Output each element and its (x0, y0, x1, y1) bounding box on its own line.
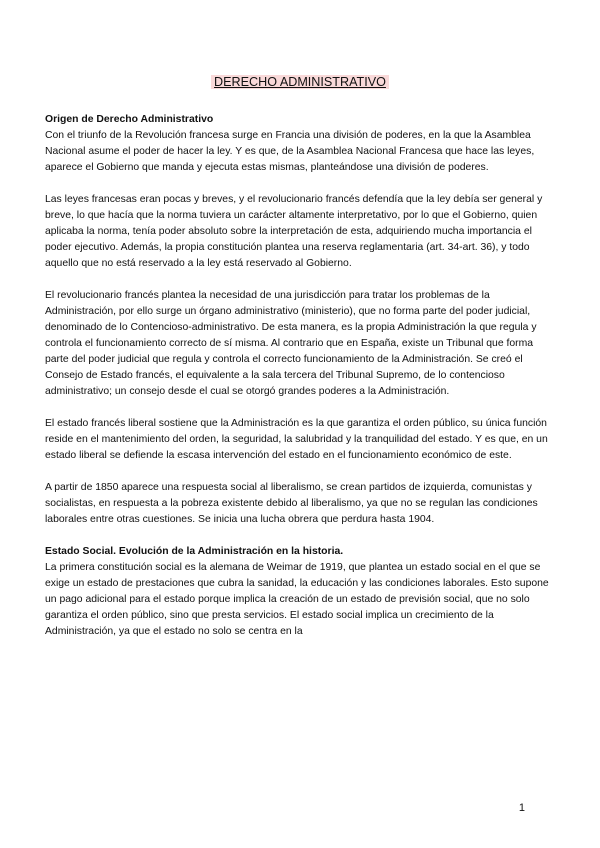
paragraph: El estado francés liberal sostiene que la Administración es la que garantiza el orden público, su única función reside en el mantenimiento del orden, la seguridad, la salubridad y la tranquilidad del estado. Y es que, en un estado liberal se defiende la escasa intervención del estado en el funcionamiento económico de este. (45, 418, 548, 461)
document-title-text: DERECHO ADMINISTRATIVO (211, 75, 389, 89)
paragraph: Las leyes francesas eran pocas y breves, y el revolucionario francés defendía que la ley debía ser general y breve, lo que hacía que la norma tuviera un carácter altamente interpretativo, por lo que el Gobierno, quien aplicaba la norma, tenía poder absoluto sobre la interpretación de esta, adquiriendo mucha importancia el poder ejecutivo. Además, la propia constitución plantea una reserva reglamentaria (art. 34-art. 36), y todo aquello que no está reservado a la ley está reservado al Gobierno. (45, 194, 543, 269)
document-body (45, 112, 555, 656)
paragraph-text: Con el triunfo de la Revolución francesa surge en Francia una división de poderes, en la que la Asamblea Nacional asume el poder de hacer la ley. Y es que, de la Asamblea Nacional Francesa que hace las leyes, aparece el Gobierno que manda y ejecuta estas mismas, planteándose una división de poderes. (45, 130, 535, 173)
paragraph (45, 112, 555, 176)
paragraph (45, 544, 555, 640)
section-heading: Origen de Derecho Administrativo (45, 114, 214, 125)
paragraph: El revolucionario francés plantea la necesidad de una jurisdicción para tratar los problemas de la Administración, por ello surge un órgano administrativo (ministerio), que no forma parte del poder judicial, denominado de lo Contencioso-administrativo. De esta manera, es la propia Administración la que regula y controla el funcionamiento correcto de sí misma. Al contrario que en España, existe un Tribunal que forma parte del poder judicial que regula y controla el correcto funcionamiento de la Administración. Se creó el Consejo de Estado francés, el equivalente a la sala tercera del Tribunal Supremo, de lo contencioso administrativo; un consejo desde el cual se otorgó grandes poderes a la Administración. (45, 290, 537, 397)
section-heading: Estado Social. Evolución de la Administración en la historia. (45, 546, 344, 557)
document-title (0, 74, 600, 90)
page-number: 1 (518, 802, 525, 814)
paragraph: A partir de 1850 aparece una respuesta social al liberalismo, se crean partidos de izquierda, comunistas y socialistas, en respuesta a la pobreza existente debido al liberalismo, ya que no se regulan las condiciones laborales entre otras cuestiones. Se inicia una lucha obrera que perdura hasta 1904. (45, 482, 538, 525)
paragraph-text: La primera constitución social es la alemana de Weimar de 1919, que plantea un estado social en el que se exige un estado de prestaciones que cubra la sanidad, la educación y las condiciones laborales. Esto supone un pago adicional para el estado porque implica la creación de un estado de previsión social, que no solo garantiza el orden público, sino que presta servicios. El estado social implica un crecimiento de la Administración, ya que el estado no solo se centra en la (45, 562, 549, 637)
